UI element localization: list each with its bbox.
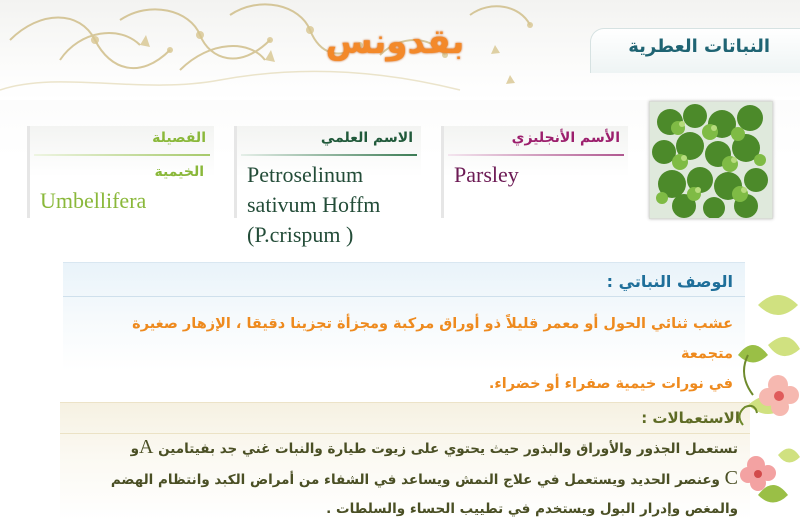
description-panel — [63, 262, 745, 392]
scientific-name-line1: Petroselinum — [247, 162, 364, 187]
uses-line2-text: وعنصر الحديد ويستعمل في علاج النمش ويساعد في الشفاء من أمراض الكبد وانتظام الهضم — [110, 472, 720, 488]
scientific-name-line2: sativum Hoffm — [247, 192, 381, 217]
english-name-card — [441, 126, 628, 218]
description-heading: الوصف النباتي : — [606, 272, 733, 291]
family-latin-name: Umbellifera — [40, 188, 147, 213]
family-card — [27, 126, 214, 218]
card-divider — [241, 154, 417, 156]
uses-conjunction: و — [130, 441, 139, 457]
vitamin-c: C — [724, 467, 738, 489]
description-line: في نورات خيمية صفراء أو خضراء. — [488, 376, 733, 392]
parsley-thumbnail — [649, 101, 773, 219]
flowers-decoration-icon — [728, 285, 800, 527]
section-title: النباتات العطرية — [628, 36, 770, 57]
card-divider — [448, 154, 624, 156]
plant-title: بقدونس — [325, 22, 465, 62]
english-name-label: الأسم الأنجليزي — [511, 130, 620, 146]
uses-heading: الاستعمالات : — [641, 409, 740, 427]
parsley-leaves-icon — [650, 102, 772, 218]
uses-text — [62, 433, 738, 524]
uses-line1-text: تستعمل الجذور والأوراق والبذور حيث يحتوي على زيوت طيارة والنبات غني جد بفيتامين — [158, 441, 738, 457]
card-divider — [34, 154, 210, 156]
description-line: عشب ثنائي الحول أو معمر قليلاً ذو أوراق مركبة ومجزأة تجزينا دقيقا ، الإزهار صغيرة متجمعة — [132, 316, 733, 362]
scientific-name-value — [247, 160, 380, 250]
description-text — [78, 309, 733, 399]
family-arabic-name: الخيمية — [154, 164, 204, 180]
scientific-name-line3: (P.crispum ) — [247, 222, 354, 247]
family-label: الفصيلة — [152, 130, 206, 146]
scientific-name-card — [234, 126, 421, 247]
vitamin-a: A — [138, 436, 154, 458]
english-name-value: Parsley — [454, 162, 519, 187]
uses-line — [62, 464, 738, 495]
uses-line — [62, 433, 738, 464]
uses-panel — [60, 402, 750, 521]
ornament-swirl-icon — [0, 0, 560, 120]
description-divider — [63, 296, 745, 297]
scientific-name-label: الاسم العلمي — [320, 130, 413, 146]
uses-line: والمغص وإدرار البول ويستخدم في تطييب الحساء والسلطات . — [326, 501, 738, 517]
